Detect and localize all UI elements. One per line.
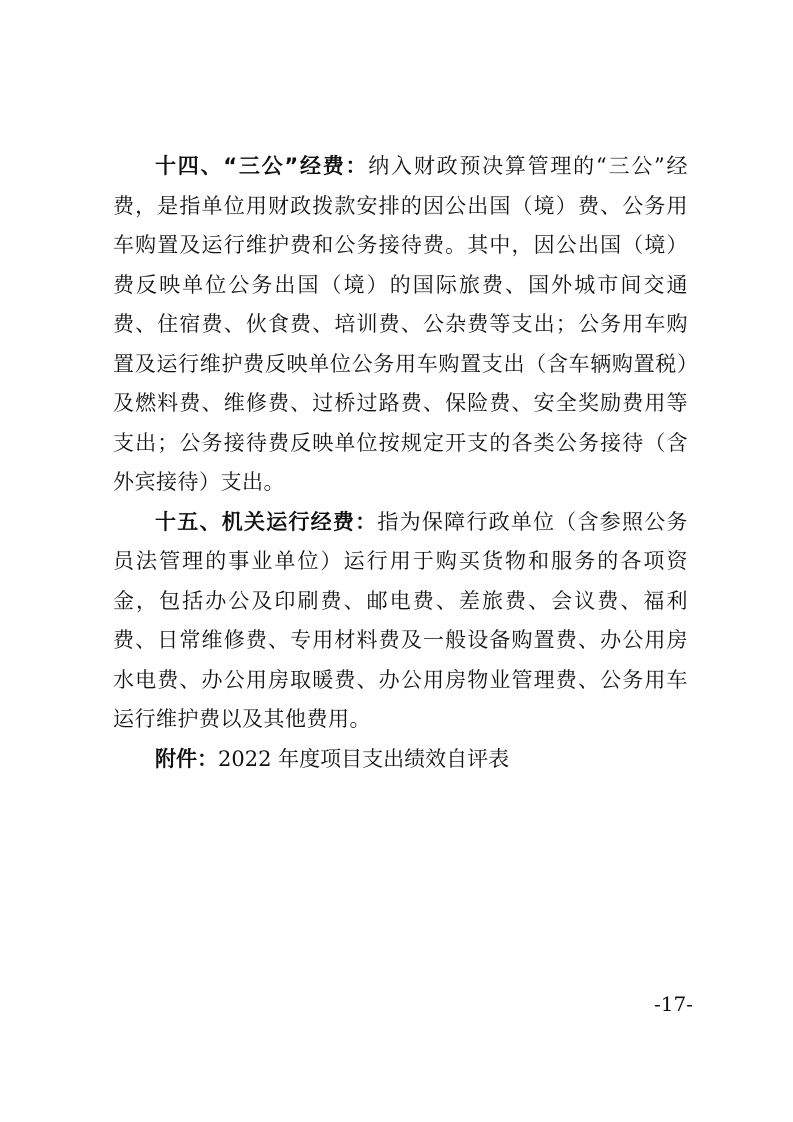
document-body (113, 147, 688, 779)
definition-agency-operating-expenses: 指为保障行政单位（含参照公务员法管理的事业单位）运行用于购买货物和服务的各项资金，包括办公及印刷费、邮电费、差旅费、会议费、福利费、日常维修费、专用材料费及一般设备购置费、办公用房水电费、办公用房取暖费、办公用房物业管理费、公务用车运行维护费以及其他费用。 (113, 509, 688, 731)
term-agency-operating-expenses: 十五、机关运行经费： (155, 509, 378, 534)
definition-three-public-expenses: 纳入财政预决算管理的“三公”经费，是指单位用财政拨款安排的因公出国（境）费、公务用车购置及运行维护费和公务接待费。其中，因公出国（境）费反映单位公务出国（境）的国际旅费、国外城市间交通费、住宿费、伙食费、培训费、公杂费等支出；公务用车购置及运行维护费反映单位公务用车购置支出（含车辆购置税）及燃料费、维修费、过桥过路费、保险费、安全奖励费用等支出；公务接待费反映单位按规定开支的各类公务接待（含外宾接待）支出。 (113, 154, 688, 494)
attachment-label: 附件： (155, 746, 218, 771)
term-three-public-expenses: 十四、“三公”经费： (155, 154, 369, 178)
attachment-line (113, 740, 688, 780)
attachment-text: 2022 年度项目支出绩效自评表 (218, 746, 510, 771)
page-number: -17- (654, 992, 693, 1016)
paragraph-agency-operating-expenses (113, 503, 688, 740)
paragraph-three-public-expenses (113, 147, 688, 503)
